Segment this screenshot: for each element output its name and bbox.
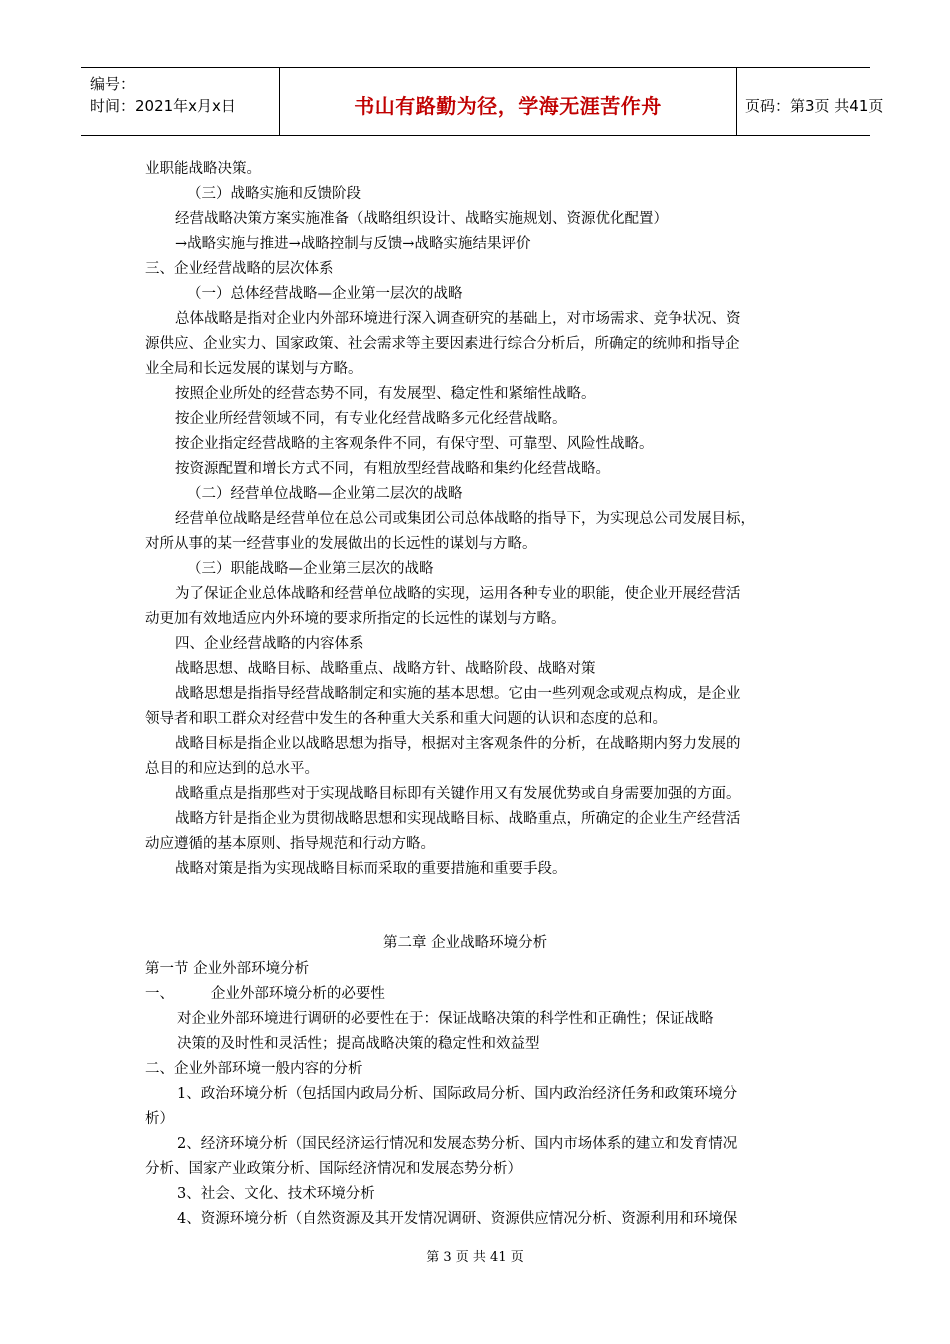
section-heading: 一、 企业外部环境分析的必要性 — [145, 986, 385, 1002]
section-heading: 三、企业经营战略的层次体系 — [145, 261, 334, 277]
text-line: 业职能战略决策。 — [145, 161, 261, 177]
text-line: 按企业所经营领域不同，有专业化经营战略多元化经营战略。 — [175, 411, 567, 427]
document-time-label: 时间：2021年x月x日 — [90, 97, 236, 115]
text-line: 战略重点是指那些对于实现战略目标即有关键作用又有发展优势或自身需要加强的方面。 — [175, 786, 741, 802]
text-line: 动更加有效地适应内外环境的要求所指定的长远性的谋划与方略。 — [145, 611, 566, 627]
text-line: 分析、国家产业政策分析、国际经济情况和发展态势分析） — [145, 1161, 522, 1177]
text-line: 战略方针是指企业为贯彻战略思想和实现战略目标、战略重点，所确定的企业生产经营活 — [175, 811, 741, 827]
section-heading: 四、企业经营战略的内容体系 — [175, 636, 364, 652]
document-number-label: 编号： — [90, 75, 136, 93]
text-line: 战略目标是指企业以战略思想为指导，根据对主客观条件的分析，在战略期内努力发展的 — [175, 736, 741, 752]
text-line: 决策的及时性和灵活性；提高战略决策的稳定性和效益型 — [177, 1036, 540, 1052]
text-line: 领导者和职工群众对经营中发生的各种重大关系和重大问题的认识和态度的总和。 — [145, 711, 667, 727]
header-motto-cell — [279, 68, 737, 135]
section-heading: 二、企业外部环境一般内容的分析 — [145, 1061, 363, 1077]
text-line: 4、资源环境分析（自然资源及其开发情况调研、资源供应情况分析、资源利用和环境保 — [177, 1211, 738, 1227]
page-footer: 第 3 页 共 41 页 — [426, 1250, 524, 1265]
text-line: 按企业指定经营战略的主客观条件不同，有保守型、可靠型、风险性战略。 — [175, 436, 654, 452]
text-line: 战略思想是指指导经营战略制定和实施的基本思想。它由一些列观念或观点构成，是企业 — [175, 686, 741, 702]
text-line: 按照企业所处的经营态势不同，有发展型、稳定性和紧缩性战略。 — [175, 386, 596, 402]
text-line: 经营战略决策方案实施准备（战略组织设计、战略实施规划、资源优化配置） — [175, 211, 668, 227]
section-title: 第一节 企业外部环境分析 — [145, 961, 310, 977]
text-line: 1、政治环境分析（包括国内政局分析、国际政局分析、国内政治经济任务和政策环境分 — [177, 1086, 738, 1102]
text-line: 析） — [145, 1111, 174, 1127]
header-motto: 书山有路勤为径，学海无涯苦作舟 — [354, 94, 662, 118]
text-line: 对企业外部环境进行调研的必要性在于：保证战略决策的科学性和正确性；保证战略 — [177, 1011, 714, 1027]
text-line: 为了保证企业总体战略和经营单位战略的实现，运用各种专业的职能，使企业开展经营活 — [175, 586, 741, 602]
text-line: 战略对策是指为实现战略目标而采取的重要措施和重要手段。 — [175, 861, 567, 877]
header-info-cell — [81, 68, 279, 135]
chapter-title: 第二章 企业战略环境分析 — [383, 935, 548, 951]
text-line: 动应遵循的基本原则、指导规范和行动方略。 — [145, 836, 435, 852]
text-line: 总体战略是指对企业内外部环境进行深入调查研究的基础上，对市场需求、竞争状况、资 — [175, 311, 741, 327]
text-line: 源供应、企业实力、国家政策、社会需求等主要因素进行综合分析后，所确定的统帅和指导企 — [145, 336, 740, 352]
section-heading: （一）总体经营战略—企业第一层次的战略 — [187, 286, 463, 302]
text-line: 战略思想、战略目标、战略重点、战略方针、战略阶段、战略对策 — [175, 661, 596, 677]
section-heading: （三）职能战略—企业第三层次的战略 — [187, 561, 434, 577]
section-heading: （三）战略实施和反馈阶段 — [187, 186, 361, 202]
section-heading: （二）经营单位战略—企业第二层次的战略 — [187, 486, 463, 502]
text-line: 2、经济环境分析（国民经济运行情况和发展态势分析、国内市场体系的建立和发育情况 — [177, 1136, 738, 1152]
text-line: →战略实施与推进→战略控制与反馈→战略实施结果评价 — [175, 236, 531, 252]
text-line: 业全局和长远发展的谋划与方略。 — [145, 361, 363, 377]
header-page-number: 页码：第3页 共41页 — [745, 97, 884, 115]
text-line: 按资源配置和增长方式不同，有粗放型经营战略和集约化经营战略。 — [175, 461, 610, 477]
text-line: 对所从事的某一经营事业的发展做出的长远性的谋划与方略。 — [145, 536, 537, 552]
page-header — [81, 67, 884, 136]
text-line: 经营单位战略是经营单位在总公司或集团公司总体战略的指导下，为实现总公司发展目标， — [175, 511, 755, 527]
text-line: 总目的和应达到的总水平。 — [145, 761, 319, 777]
header-page-cell — [737, 68, 884, 135]
text-line: 3、社会、文化、技术环境分析 — [177, 1186, 375, 1202]
